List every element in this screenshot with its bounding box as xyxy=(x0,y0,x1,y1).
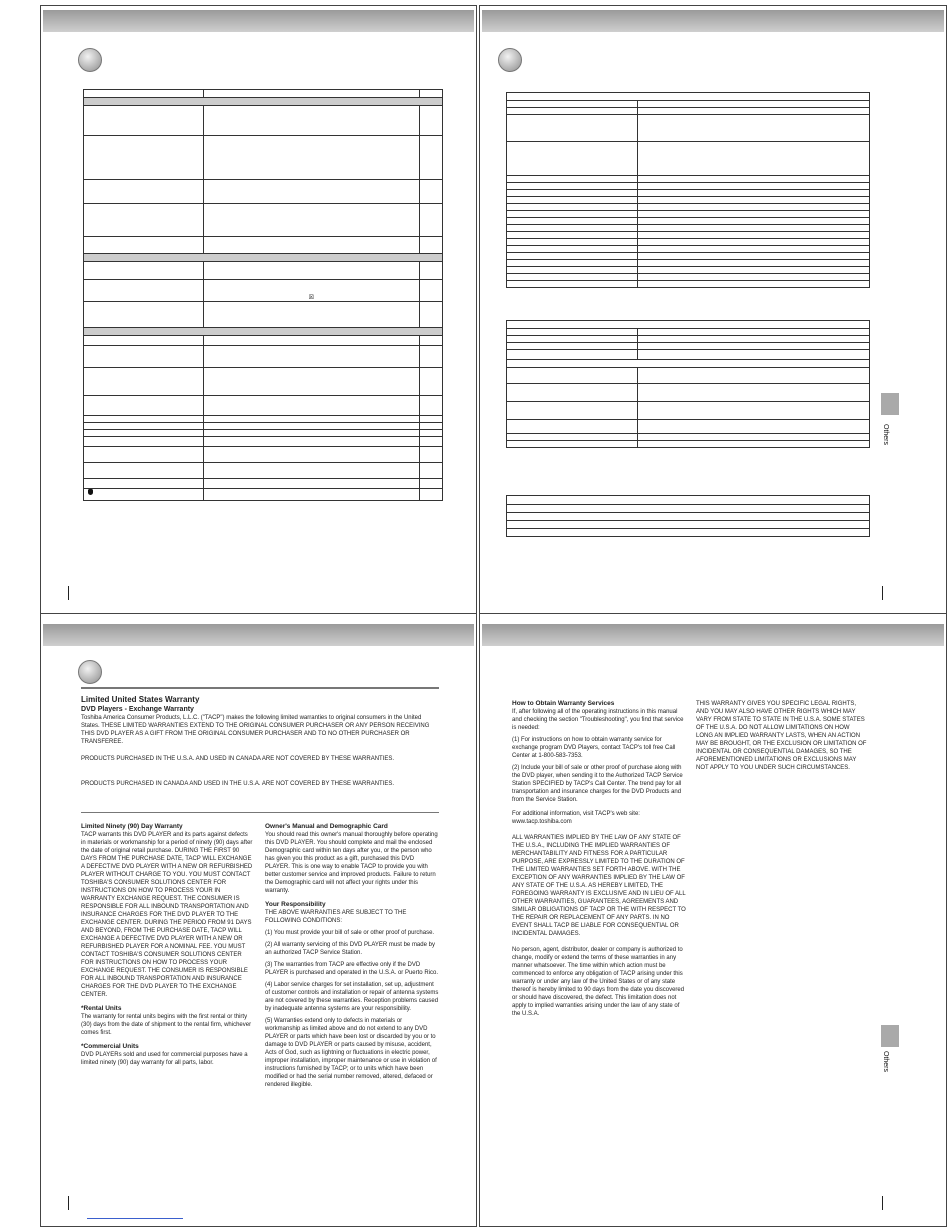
page-fold-mark xyxy=(882,586,883,600)
page-header-band xyxy=(43,10,474,32)
col1-heading-1: Limited Ninety (90) Day Warranty xyxy=(81,823,183,830)
condition-2: (2) All warranty servicing of this DVD PLAYER must be made by an authorized TACP Service Station. xyxy=(265,942,435,956)
specifications-table-2 xyxy=(506,320,870,448)
specifications-table-1 xyxy=(506,92,870,288)
side-tab xyxy=(881,393,899,415)
canada-clause-1: PRODUCTS PURCHASED IN THE U.S.A. AND USED IN CANADA ARE NOT COVERED BY THESE WARRANTIES. xyxy=(81,756,395,762)
warranty-subtitle: DVD Players - Exchange Warranty xyxy=(81,706,194,713)
section-bullet-icon xyxy=(78,48,102,72)
page-2 xyxy=(479,5,947,614)
bottom-link-underline[interactable] xyxy=(87,1218,183,1219)
checkbox-symbol: ☒ xyxy=(308,295,314,301)
col2-body-1: You should read this owner's manual thoroughly before operating this DVD PLAYER. You should complete and mail the enclosed Demographic card within ten days after you, or the person who has given you this product as a gift, purchased this DVD PLAYER. This is one way to enable TACP to provide you with better customer service and improved products. Failure to return the Demographic card will not affect your rights under this warranty. xyxy=(265,832,438,894)
accessories-table xyxy=(506,495,870,537)
page-fold-mark xyxy=(882,1196,883,1210)
col1-body-1: TACP warrants this DVD PLAYER and its parts against defects in materials or workmanship for a period of ninety (90) days after the date of original retail purchase. DURING THE FIRST 90 DAYS FROM THE PURCHASE DATE, TACP WILL EXCHANGE A DEFECTIVE DVD PLAYER WITH A NEW OR REFURBISHED PLAYER WITHOUT CHARGE TO YOU. YOU MUST CONTACT TOSHIBA'S CONSUMER SOLUTIONS CENTER FOR INSTRUCTIONS ON HOW TO PROCESS YOUR IN WARRANTY EXCHANGE REQUEST. THE CONSUMER IS RESPONSIBLE FOR ALL INBOUND TRANSPORTATION AND INSURANCE CHARGES FOR THE DVD PLAYER TO THE EXCHANGE CENTER. DURING THE PERIOD FROM 91 DAYS AND BEYOND, FROM THE PURCHASE DATE, TACP WILL EXCHANGE A DEFECTIVE DVD PLAYER WITH A NEW OR REFURBISHED PLAYER FOR A NOMINAL FEE. YOU MUST CONTACT TOSHIBA'S CONSUMER SOLUTIONS CENTER FOR INSTRUCTIONS ON HOW TO PROCESS YOUR EXCHANGE REQUEST. THE CONSUMER IS RESPONSIBLE FOR ALL INBOUND TRANSPORTATION AND INSURANCE CHARGES FOR THE DVD PLAYER TO THE EXCHANGE CENTER. xyxy=(81,832,253,998)
warranty-col-1 xyxy=(81,823,253,1067)
side-tab xyxy=(881,1025,899,1047)
service-step-1: (1) For instructions on how to obtain warranty service for exchange program DVD Players, contact TACP's toll free Call Center at 1-800-583-7353. xyxy=(512,737,676,759)
no-person-clause: No person, agent, distributor, dealer or company is authorized to change, modify or extend the terms of these warranties in any manner whatsoever. The time within which action must be commenced to enforce any obligation of TACP arising under this warranty or under any law of the United States or of any state thereof is hereby limited to 90 days from the date you discovered or should have discovered, the defect. This limitation does not apply to implied warranties arising under the law of any state of the U.S.A. xyxy=(512,947,685,1017)
col1-body-2: The warranty for rental units begins with the first rental or thirty (30) days from the date of shipment to the rental firm, whichever comes first. xyxy=(81,1014,252,1036)
note-icon xyxy=(88,489,93,495)
warranty-title: Limited United States Warranty xyxy=(81,695,200,704)
col2-heading-2: Your Responsibility xyxy=(265,901,326,908)
canada-clause-2: PRODUCTS PURCHASED IN CANADA AND USED IN THE U.S.A. ARE NOT COVERED BY THESE WARRANTIES. xyxy=(81,781,395,787)
condition-1: (1) You must provide your bill of sale or other proof of purchase. xyxy=(265,930,435,936)
legal-rights-text: THIS WARRANTY GIVES YOU SPECIFIC LEGAL RIGHTS, AND YOU MAY ALSO HAVE OTHER RIGHTS WHICH MAY VARY FROM STATE TO STATE IN THE U.S.A. SOME STATES OF THE U.S.A. DO NOT ALLOW LIMITATIONS ON HOW LONG AN IMPLIED WARRANTY LASTS, WHEN AN ACTION MAY BE BROUGHT, OR THE EXCLUSION OR LIMITATION OF INCIDENTAL OR CONSEQUENTIAL DAMAGES, SO THE AFOREMENTIONED LIMITATIONS OR EXCLUSIONS MAY NOT APPLY TO YOU UNDER SUCH CIRCUMSTANCES. xyxy=(696,701,867,771)
page-header-band xyxy=(482,624,944,646)
side-label-others: Others xyxy=(882,424,889,446)
service-heading: How to Obtain Warranty Services xyxy=(512,700,615,707)
section-bullet-icon xyxy=(498,48,522,72)
col2-body-2: THE ABOVE WARRANTIES ARE SUBJECT TO THE FOLLOWING CONDITIONS: xyxy=(265,910,407,924)
col1-heading-3: *Commercial Units xyxy=(81,1043,139,1050)
warranty-intro: Toshiba America Consumer Products, L.L.C. ("TACP") makes the following limited warranties to original consumers in the United States. THESE LIMITED WARRANTIES EXTEND TO THE ORIGINAL CONSUMER PURCHASER OR ANY PERSON RECEIVING THIS DVD PLAYER AS A GIFT FROM THE ORIGINAL CONSUMER PURCHASER AND TO NO OTHER PURCHASER OR TRANSFEREE. xyxy=(81,715,430,745)
page-4 xyxy=(479,613,947,1227)
service-intro: If, after following all of the operating instructions in this manual and checking the section "Troubleshooting", you find that service is needed: xyxy=(512,709,684,731)
page-fold-mark xyxy=(68,1196,69,1210)
service-col-1 xyxy=(512,700,688,1018)
section-rule xyxy=(81,812,439,813)
implied-warranties: ALL WARRANTIES IMPLIED BY THE LAW OF ANY STATE OF THE U.S.A., INCLUDING THE IMPLIED WARRANTIES OF MERCHANTABILITY AND FITNESS FOR A PARTICULAR PURPOSE, ARE EXPRESSLY LIMITED TO THE DURATION OF THE LIMITED WARRANTIES SET FORTH ABOVE. WITH THE EXCEPTION OF ANY WARRANTIES IMPLIED BY THE LAW OF ANY STATE OF THE U.S.A. AS HEREBY LIMITED, THE FOREGOING WARRANTY IS EXCLUSIVE AND IN LIEU OF ALL OTHER WARRANTIES, GUARANTEES, AGREEMENTS AND SIMILAR OBLIGATIONS OF TACP OR THE WITH RESPECT TO THE REPAIR OR REPLACEMENT OF ANY PARTS. IN NO EVENT SHALL TACP BE LIABLE FOR CONSEQUENTIAL OR INCIDENTAL DAMAGES. xyxy=(512,835,686,937)
page-1 xyxy=(40,5,477,614)
service-step-2: (2) Include your bill of sale or other proof of purchase along with the DVD player, when sending it to the Authorized TACP Service Station SPECIFIED by TACP's Call Center. The trend pay for all transportation and insurance charges for the DVD Products and from the Service Station. xyxy=(512,765,683,803)
condition-4: (4) Labor service charges for set installation, set up, adjustment of customer controls and installation or repair of antenna systems are not covered by these warranties. Reception problems caused by inadequate antenna systems are your responsibility. xyxy=(265,982,439,1012)
col1-heading-2: *Rental Units xyxy=(81,1005,122,1012)
page-fold-mark xyxy=(68,586,69,600)
condition-5: (5) Warranties extend only to defects in materials or workmanship as limited above and do not extend to any DVD PLAYER or parts which have been lost or discarded by you or to damage to DVD PLAYER or parts caused by misuse, accident, Acts of God, such as lightning or fluctuations in electric power, improper installation, improper maintenance or use in violation of instructions furnished by TACP; or to units which have been modified or had the serial number removed, altered, defaced or rendered illegible. xyxy=(265,1018,437,1088)
troubleshooting-table xyxy=(83,89,443,501)
title-rule xyxy=(81,687,439,689)
page-header-band xyxy=(43,624,474,646)
warranty-col-2 xyxy=(265,823,439,1089)
col1-body-3: DVD PLAYERs sold and used for commercial purposes have a limited ninety (90) day warranty for all parts, labor. xyxy=(81,1052,248,1066)
page-3 xyxy=(40,613,477,1227)
side-label-others: Others xyxy=(882,1051,889,1073)
service-website: For additional information, visit TACP's web site: www.tacp.toshiba.com xyxy=(512,811,640,825)
page-header-band xyxy=(482,10,944,32)
col2-heading-1: Owner's Manual and Demographic Card xyxy=(265,823,388,830)
section-bullet-icon xyxy=(78,660,102,684)
condition-3: (3) The warranties from TACP are effective only if the DVD PLAYER is purchased and operated in the U.S.A. or Puerto Rico. xyxy=(265,962,438,976)
